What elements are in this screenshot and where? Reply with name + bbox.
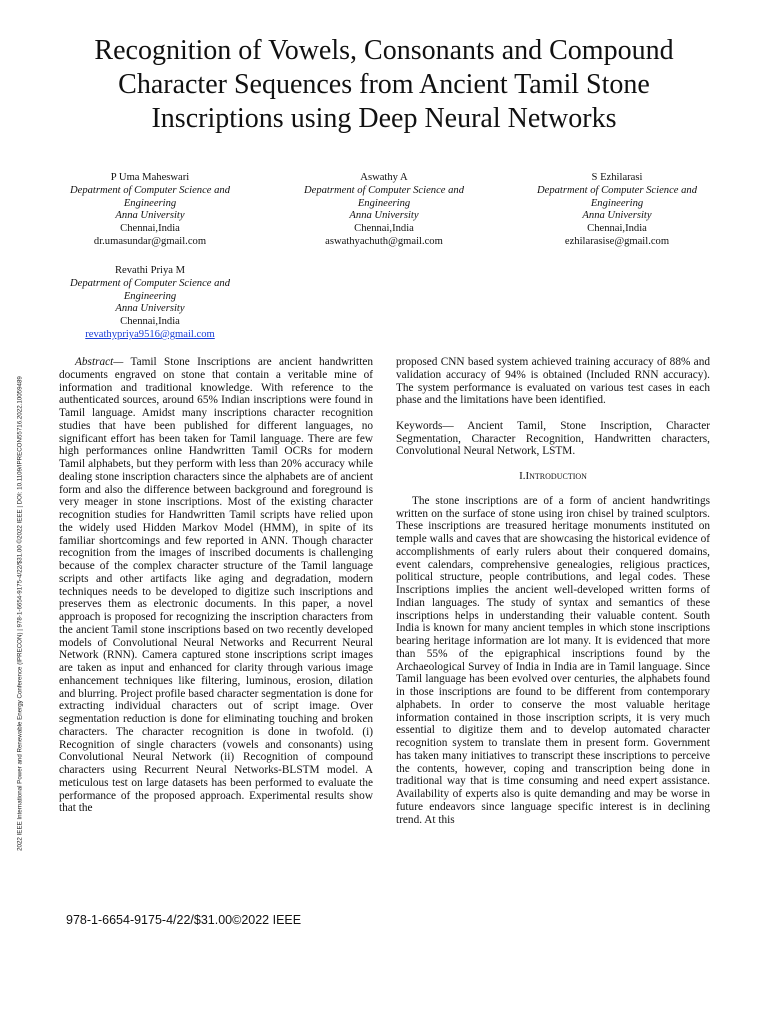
author-university: Anna University [582,210,652,222]
author-dept: Depatrment of Computer Science and [69,184,231,196]
author-dept-2: Engineering [590,197,644,209]
author-block-3 [517,172,717,249]
section-title: Introduction [525,470,587,482]
author-block-1 [50,172,250,249]
abstract-paragraph [59,356,373,815]
author-location: Chennai,India [354,223,414,235]
abstract-continued: proposed CNN based system achieved training accuracy of 88% and validation accuracy of 94% is obtained (Included RNN accuracy). The system performance is evaluated on various test cases in each phase and the limitations have been identified. [396,356,710,407]
section-number: I. [519,470,526,482]
author-email: aswathyachuth@gmail.com [325,235,443,247]
author-location: Chennai,India [587,223,647,235]
author-dept: Depatrment of Computer Science and [303,184,465,196]
author-email-link[interactable]: revathypriya9516@gmail.com [85,328,215,340]
author-dept-2: Engineering [357,197,411,209]
author-dept-2: Engineering [123,290,177,302]
introduction-text: The stone inscriptions are of a form of ancient handwritings written on the surface of stone using iron chisel by trained sculptors. These inscriptions are treasured heritage monuments instituted on temple walls and caves that are showcasing the historical evidence of accomplishments of early rulers about their conquered domains, event calendars, comprehensive genealogies, religious practices, political structure, people contributions, and legal codes. These Inscriptions implies the ancient well-developed written forms of Indian languages. The study of syntax and semantics of these inscriptions helps in understanding their valuable content. South India is known for many ancient temples in which stone inscriptions bearing heritage information are lot many. It is evidenced that more than 55% of the epigraphical inscriptions found by the Archaeological Survey of India in India are in Tamil language. Since Tamil language has been evolved over centuries, the alphabets found in those inscriptions are found to be different from contemporary alphabets. In order to conserve the most valuable heritage information contained in those inscription scripts, it is very much essential to digitize them and to develop automated character recognition system to translate them in present form. Government has taken many initiatives to transcript these inscriptions to perceive the contents, however, coping and transcription being done in traditional way that is time consuming and need expert assistance. Availability of experts also is quite demanding and may be worse in future endeavors since language specific interest is in declining trend. At this [396,494,710,826]
left-column [59,356,373,815]
abstract-label: Abstract— [75,356,124,368]
right-column [396,356,710,826]
author-name: S Ezhilarasi [591,172,643,183]
abstract-text: Tamil Stone Inscriptions are ancient handwritten documents engraved on stone that contain a veritable mine of information and traditional knowledge. With reference to the authenticated sources, around 65% Indian inscriptions were found in Tamil language. Amidst many inscriptions character recognition studies that have been published for different languages, no significant effort has been taken for Tamil language. There are few high performances online Handwritten Tamil OCRs for modern Tamil alphabets, but they perform with less than 20% accuracy while dealing stone inscription characters since the alphabets are of ancient form and also the difference between background and foreground is very meager in stone inscriptions. Most of the existing character recognition studies for Handwritten Tamil scripts have relied upon the widely used Hidden Markov Model (HMM), in spite of its familiar shortcomings and few reported in ANN. Though character recognition from the images of inscribed documents is challenging because of the complex character structure of the Tamil language scripts and other artifacts like aging and degradation, modern techniques needs to be developed to digitize such inscriptions and preserves them as electronic documents. In this paper, a novel approach is proposed for recognizing the inscription characters from the ancient Tamil stone inscriptions based on two recently developed models of Convolutional Neural Networks and Recurrent Neural Network (RNN). Camera captured stone inscriptions script images are taken as input and enhanced for clarity through various image enhancement techniques like filtering, luminous, erosion, dilation and blurring. Project profile based character segmentation is done for extracting individual characters out of script image. Over segmentation reduction is done for eliminating touching and broken characters. The character recognition is done in twofold. (i) Recognition of single characters (vowels and consonants) using Convolutional Neural Network (ii) Recognition of compound characters using Recurrent Neural Networks-BLSTM model. A meticulous test on large datasets has been performed to evaluate the performance of the proposed approach. Experimental results show that the [59,356,373,815]
author-block-4 [50,265,250,342]
author-location: Chennai,India [120,223,180,235]
author-name: Revathi Priya M [114,265,186,276]
title-line-3: Inscriptions using Deep Neural Networks [151,103,617,134]
author-dept-2: Engineering [123,197,177,209]
doi-sidebar [15,280,25,950]
author-name: P Uma Maheswari [110,172,190,183]
author-email: dr.umasundar@gmail.com [93,235,207,247]
author-university: Anna University [115,303,185,315]
author-name: Aswathy A [360,172,408,183]
author-block-2 [284,172,484,249]
author-university: Anna University [115,210,185,222]
title-line-2: Character Sequences from Ancient Tamil Stone [118,69,650,100]
author-location: Chennai,India [120,316,180,328]
author-dept: Depatrment of Computer Science and [536,184,698,196]
section-heading [396,470,710,483]
keywords: Keywords— Ancient Tamil, Stone Inscription, Character Segmentation, Character Recognition, Handwritten characters, Convolutional Neural Network, LSTM. [396,419,710,458]
doi-sidebar-text: 2022 IEEE International Power and Renewable Energy Conference (IPRECON) | 978-1-6654-9175-4/22/$31.00 ©2022 IEEE | DOI: 10.1109/IPRECON55716.2022.10059489 [16,376,24,851]
copyright-notice: 978-1-6654-9175-4/22/$31.00©2022 IEEE [66,913,302,927]
title-line-1: Recognition of Vowels, Consonants and Compound [94,35,674,66]
author-university: Anna University [349,210,419,222]
author-dept: Depatrment of Computer Science and [69,277,231,289]
author-email: ezhilarasise@gmail.com [564,235,670,247]
paper-title [40,34,728,136]
